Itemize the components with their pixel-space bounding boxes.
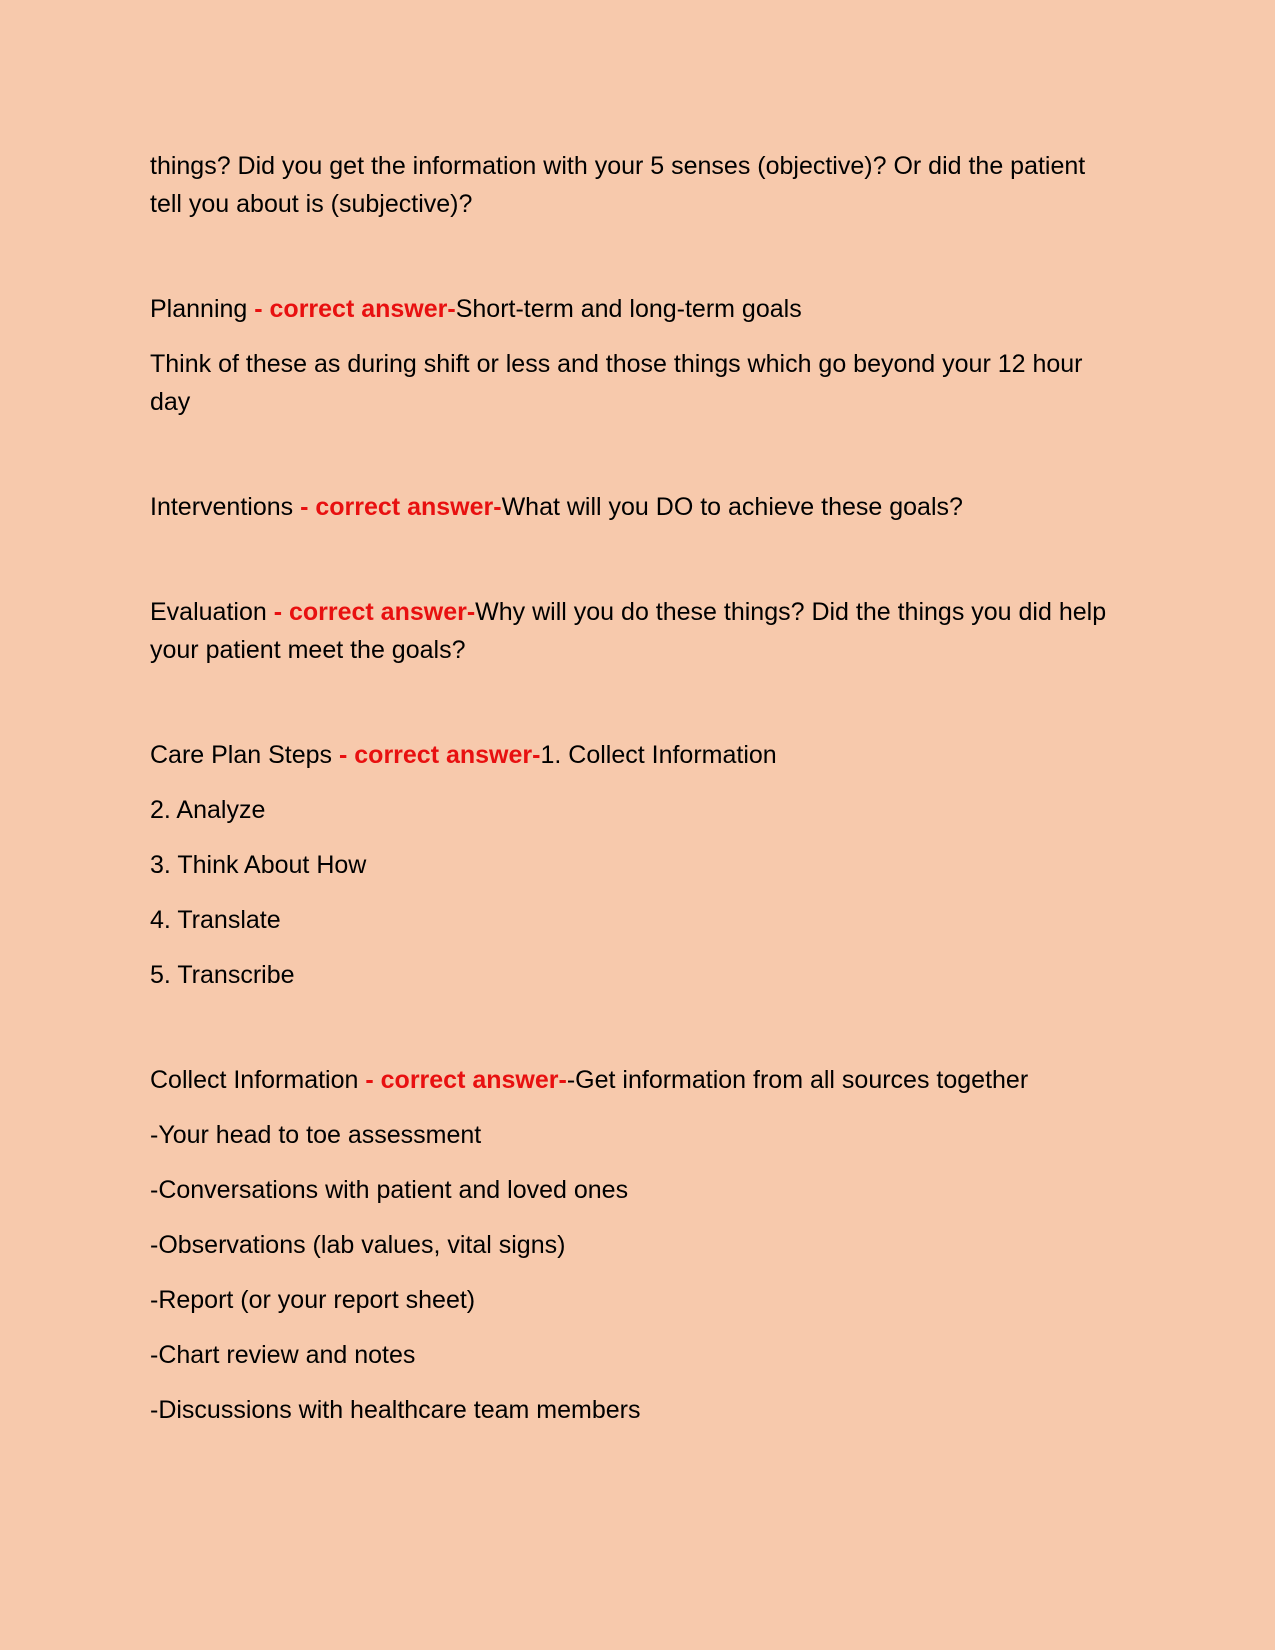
planning-note: Think of these as during shift or less and those things which go beyond your 12 hour day (150, 350, 1083, 416)
answer-evaluation: Why will you do these things? Did the things you did help your patient meet the goals? (150, 598, 1107, 664)
intro-text: things? Did you get the information with your 5 senses (objective)? Or did the patient tell you about is (subjective)? (150, 152, 1086, 218)
flashcard-care-plan-steps (150, 736, 1115, 774)
term-care-plan-steps: Care Plan Steps (150, 741, 339, 769)
flashcard-collect-information (150, 1061, 1115, 1099)
answer-interventions: What will you DO to achieve these goals? (501, 493, 963, 521)
collect-information-item: -Report (or your report sheet) (150, 1286, 476, 1314)
answer-planning: Short-term and long-term goals (455, 295, 802, 323)
care-plan-step: 4. Translate (150, 906, 281, 934)
correct-answer-tag: - correct answer- (339, 741, 541, 769)
collect-information-item: -Observations (lab values, vital signs) (150, 1231, 566, 1259)
correct-answer-tag: - correct answer- (300, 493, 502, 521)
collect-information-item: -Your head to toe assessment (150, 1121, 482, 1149)
term-planning: Planning (150, 295, 255, 323)
collect-information-item: -Chart review and notes (150, 1341, 416, 1369)
correct-answer-tag: - correct answer- (254, 295, 456, 323)
collect-information-item: -Get information from all sources together (566, 1066, 1029, 1094)
care-plan-step: 5. Transcribe (150, 961, 295, 989)
care-plan-step: 3. Think About How (150, 851, 367, 879)
correct-answer-tag: - correct answer- (273, 598, 476, 626)
collect-information-item: -Conversations with patient and loved ones (150, 1176, 629, 1204)
flashcard-planning (150, 290, 1115, 328)
flashcard-interventions (150, 488, 1115, 526)
collect-information-item: -Discussions with healthcare team members (150, 1396, 641, 1424)
care-plan-step: 2. Analyze (150, 796, 266, 824)
term-collect-information: Collect Information (150, 1066, 366, 1094)
term-evaluation: Evaluation (150, 598, 274, 626)
flashcard-evaluation (150, 593, 1115, 669)
correct-answer-tag: - correct answer- (365, 1066, 567, 1094)
care-plan-step: 1. Collect Information (540, 741, 777, 769)
term-interventions: Interventions (150, 493, 301, 521)
